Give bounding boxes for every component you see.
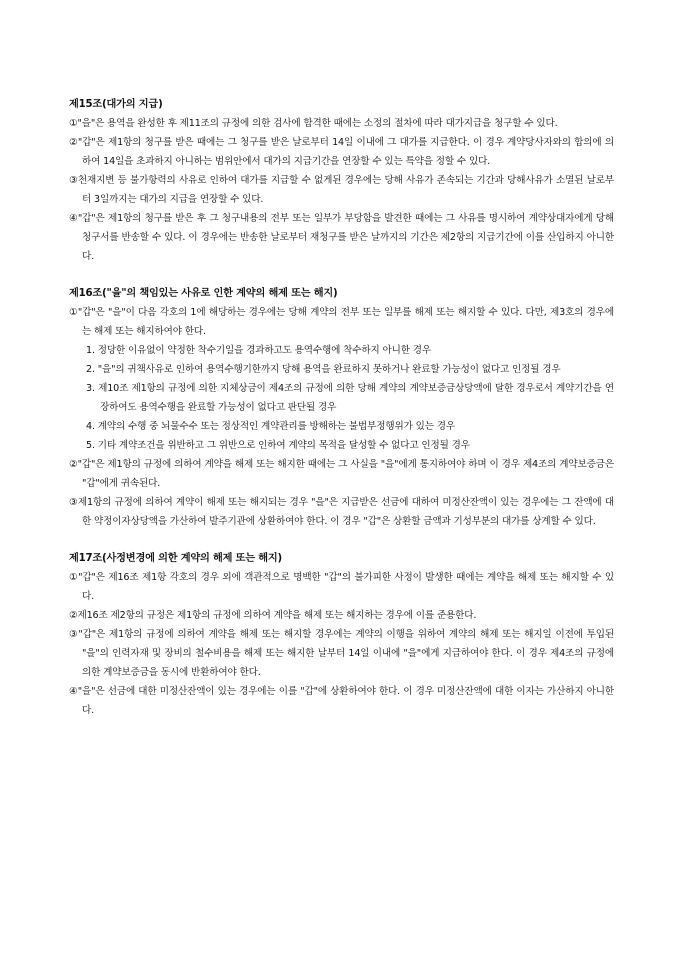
article-heading: 제16조("을"의 책임있는 사유로 인한 계약의 해제 또는 해지) <box>69 288 338 299</box>
paragraph: ②"갑"은 제1항의 규정에 의하여 계약을 해제 또는 해지한 때에는 그 사실을 "을"에게 통지하여야 하며 이 경우 제4조의 계약보증금은 "갑"에게 귀속된다. <box>69 459 614 489</box>
paragraph: ③"갑"은 제1항의 규정에 의하여 계약을 해제 또는 해지할 경우에는 계약의 이행을 위하여 계약의 해제 또는 해지일 이전에 투입된 "을"의 인력자재 및 장비의 철수비용을 해제 또는 해지한 날부터 14일 이내에 "을"에게 지급하여야 한다. 이 경우 제4조의 규정에 의한 계약보증금을 동시에 반환하여야 한다. <box>69 629 614 678</box>
paragraph: ①"을"은 용역을 완성한 후 제11조의 규정에 의한 검사에 합격한 때에는 소정의 절차에 따라 대가지급을 청구할 수 있다. <box>69 118 558 129</box>
paragraph: ④"을"은 선금에 대한 미정산잔액이 있는 경우에는 이를 "갑"에 상환하여야 한다. 이 경우 미정산잔액에 대한 이자는 가산하지 아니한다. <box>69 686 614 716</box>
paragraph: ①"갑"은 제16조 제1항 각호의 경우 외에 객관적으로 명백한 "갑"의 불가피한 사정이 발생한 때에는 계약을 해제 또는 해지할 수 있다. <box>69 572 614 602</box>
article-heading: 제17조(사정변경에 의한 계약의 해제 또는 해지) <box>69 553 282 564</box>
paragraph: ②제16조 제2항의 규정은 제1항의 규정에 의하여 계약을 해제 또는 해지하는 경우에 이를 준용한다. <box>69 610 477 621</box>
paragraph: ①"갑"은 "을"이 다음 각호의 1에 해당하는 경우에는 당해 계약의 전부 또는 일부를 해제 또는 해지할 수 있다. 다만, 제3호의 경우에는 해제 또는 해지하여야 한다. <box>69 307 614 337</box>
list-item: 2. "을"의 귀책사유로 인하여 용역수행기한까지 당해 용역을 완료하지 못하거나 완료할 가능성이 없다고 인정될 경우 <box>86 364 561 375</box>
paragraph: ④"갑"은 제1항의 청구를 받은 후 그 청구내용의 전부 또는 일부가 부당함을 발견한 때에는 그 사유를 명시하여 계약상대자에게 당해 청구서를 반송할 수 있다. 이 경우에는 반송한 날로부터 재청구를 받은 날까지의 기간은 제2항의 지급기간에 이를 산입하지 아니한다. <box>69 213 614 262</box>
article-heading: 제15조(대가의 지급) <box>69 99 163 110</box>
paragraph: ②"갑"은 제1항의 청구를 받은 때에는 그 청구를 받은 날로부터 14일 이내에 그 대가를 지급한다. 이 경우 계약당사자와의 합의에 의하여 14일을 초과하지 아니하는 범위안에서 대가의 지급기간을 연장할 수 있는 특약을 정할 수 있다. <box>69 137 614 167</box>
article-15 <box>69 95 614 266</box>
list-item: 1. 정당한 이유없이 약정한 착수기일을 경과하고도 용역수행에 착수하지 아니한 경우 <box>86 345 431 356</box>
article-17 <box>69 549 614 720</box>
list-item: 4. 계약의 수행 중 뇌물수수 또는 정상적인 계약관리를 방해하는 불법부정행위가 있는 경우 <box>86 421 455 432</box>
list-item: 3. 제10조 제1항의 규정에 의한 지체상금이 제4조의 규정에 의한 당해 계약의 계약보증금상당액에 달한 경우로서 계약기간을 연장하여도 용역수행을 완료할 가능성이 없다고 판단될 경우 <box>86 383 614 413</box>
document-page <box>69 95 614 720</box>
article-16 <box>69 284 614 531</box>
list-item: 5. 기타 계약조건을 위반하고 그 위반으로 인하여 계약의 목적을 달성할 수 없다고 인정될 경우 <box>86 440 470 451</box>
paragraph: ③제1항의 규정에 의하여 계약이 해제 또는 해지되는 경우 "을"은 지급받은 선금에 대하여 미정산잔액이 있는 경우에는 그 잔액에 대한 약정이자상당액을 가산하여 발주기관에 상환하여야 한다. 이 경우 "갑"은 상환할 금액과 기성부분의 대가를 상계할 수 있다. <box>69 497 614 527</box>
paragraph: ③천재지변 등 불가항력의 사유로 인하여 대가를 지급할 수 없게된 경우에는 당해 사유가 존속되는 기간과 당해사유가 소멸된 날로부터 3일까지는 대가의 지급을 연장할 수 있다. <box>69 175 614 205</box>
